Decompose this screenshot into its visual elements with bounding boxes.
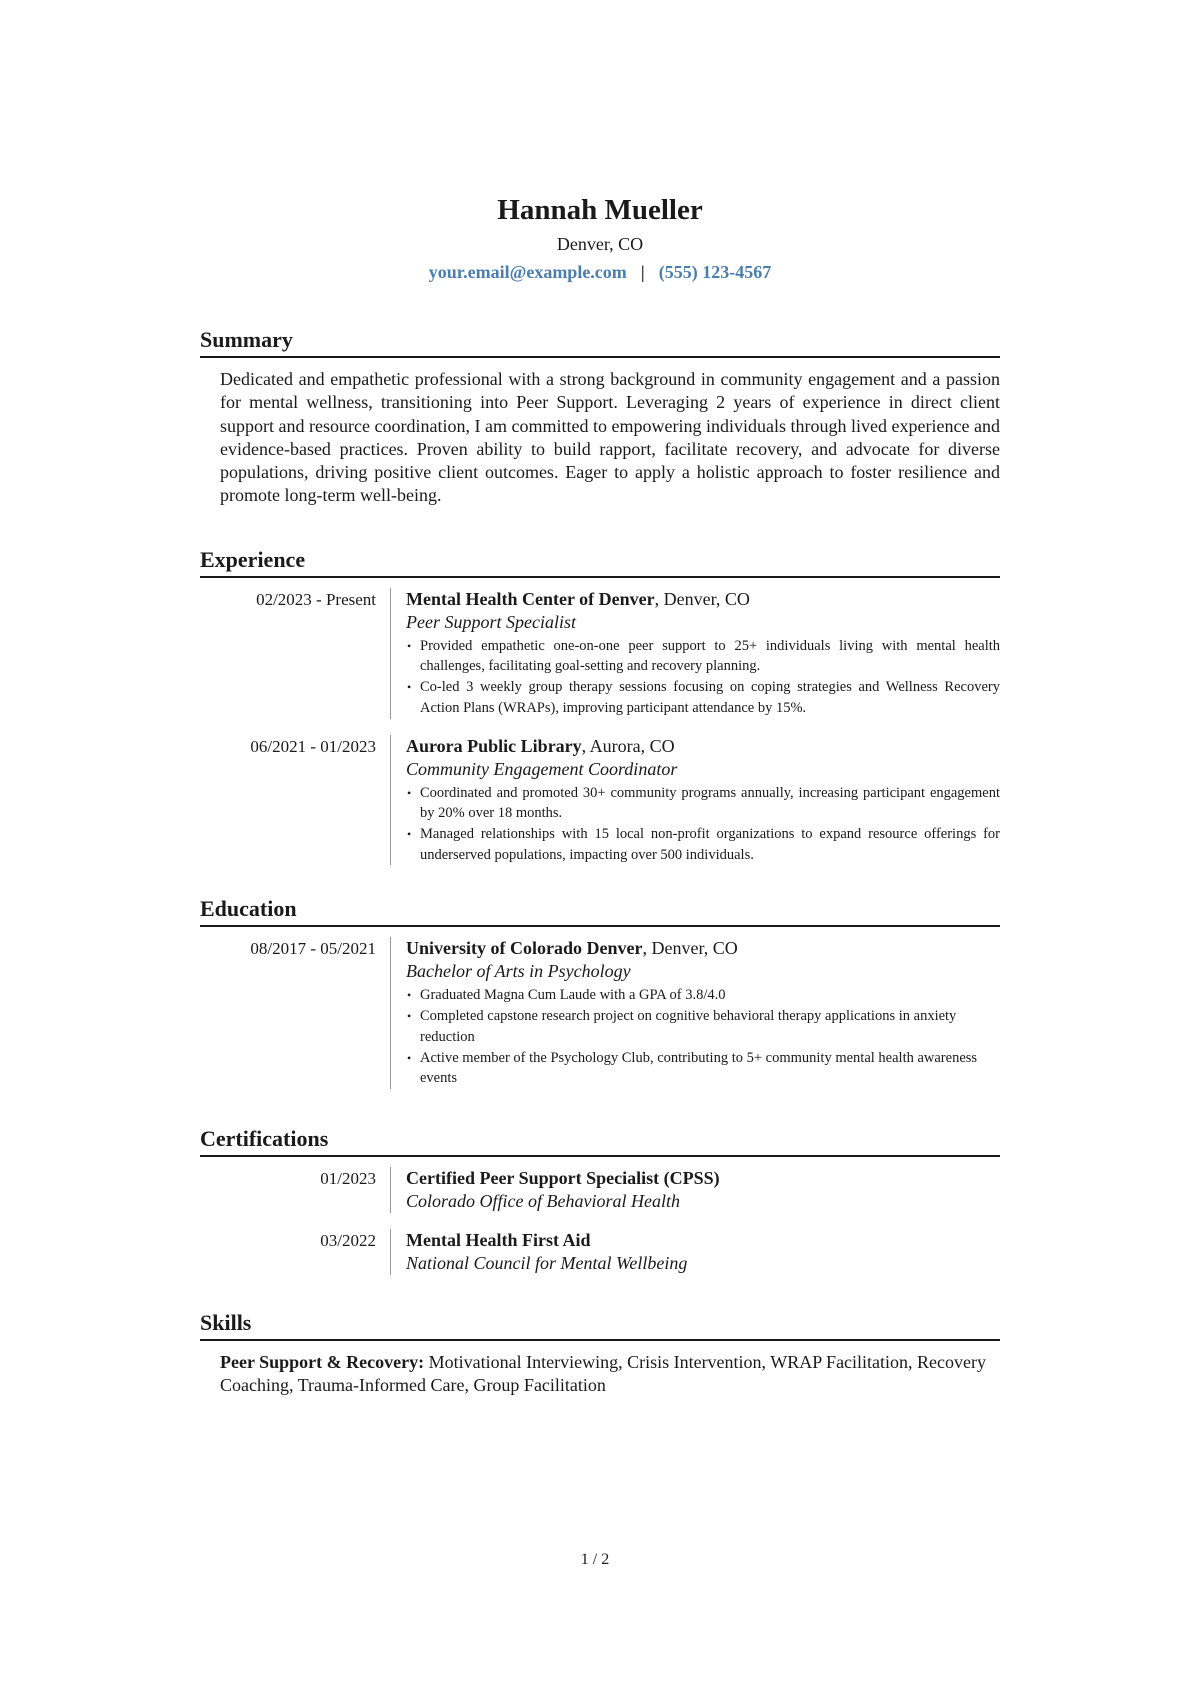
entry-date: 01/2023 xyxy=(320,1168,376,1188)
certification-name: Mental Health First Aid xyxy=(406,1229,591,1250)
skills-list: Motivational Interviewing, Crisis Intervention, WRAP Facilitation, Recovery Coaching, Trauma-Informed Care, Group Facilitation xyxy=(220,1351,987,1396)
entry-heading xyxy=(406,735,1000,758)
page-number: 1 / 2 xyxy=(580,1551,610,1568)
entry-organization: Mental Health Center of Denver xyxy=(406,588,655,609)
resume-header xyxy=(200,192,1000,284)
phone-link[interactable]: (555) 123-4567 xyxy=(658,262,772,282)
entry-degree: Bachelor of Arts in Psychology xyxy=(406,961,631,982)
entry-location: , Denver, CO xyxy=(654,588,750,609)
entry-bullets xyxy=(406,985,1000,1089)
entry-date: 03/2022 xyxy=(320,1230,376,1250)
bullet-item: • Graduated Magna Cum Laude with a GPA of 3.8/4.0 xyxy=(406,985,1000,1006)
entry-location: , Aurora, CO xyxy=(581,735,675,756)
experience-section xyxy=(200,546,1000,866)
certifications-section xyxy=(200,1125,1000,1275)
entry-heading xyxy=(406,588,1000,611)
section-title-experience: Experience xyxy=(200,546,1000,578)
entry-organization: University of Colorado Denver xyxy=(406,938,643,959)
section-title-education: Education xyxy=(200,895,1000,927)
contact-separator: | xyxy=(640,262,645,282)
bullet-item: • Provided empathetic one-on-one peer support to 25+ individuals living with mental health challenges, facilitating goal-setting and recovery planning. xyxy=(406,636,1000,677)
bullet-item: • Managed relationships with 15 local non-profit organizations to expand resource offerings for underserved populations, impacting over 500 individuals. xyxy=(406,824,1000,865)
entry-date: 02/2023 - Present xyxy=(256,589,376,609)
entry-heading xyxy=(406,937,1000,960)
education-entry xyxy=(200,937,1000,1089)
bullet-item: • Active member of the Psychology Club, contributing to 5+ community mental health awareness events xyxy=(406,1048,1000,1089)
experience-entry xyxy=(200,588,1000,719)
entry-bullets xyxy=(406,636,1000,719)
certification-name: Certified Peer Support Specialist (CPSS) xyxy=(406,1167,720,1188)
entry-body xyxy=(390,1229,1000,1275)
section-title-certifications: Certifications xyxy=(200,1125,1000,1157)
skills-category-label: Peer Support & Recovery: xyxy=(220,1351,425,1372)
entry-role: Peer Support Specialist xyxy=(406,611,576,632)
entry-bullets xyxy=(406,783,1000,866)
candidate-name: Hannah Mueller xyxy=(497,194,703,226)
entry-heading xyxy=(406,1229,1000,1252)
skills-section xyxy=(200,1309,1000,1398)
bullet-item: • Co-led 3 weekly group therapy sessions focusing on coping strategies and Wellness Recovery Action Plans (WRAPs), improving participant attendance by 15%. xyxy=(406,677,1000,718)
certification-entry xyxy=(200,1167,1000,1213)
entry-organization: Aurora Public Library xyxy=(406,735,582,756)
entry-role: Community Engagement Coordinator xyxy=(406,758,678,779)
entry-date: 08/2017 - 05/2021 xyxy=(250,939,376,959)
entry-date: 06/2021 - 01/2023 xyxy=(250,736,376,756)
certification-entry xyxy=(200,1229,1000,1275)
entry-location: , Denver, CO xyxy=(642,938,738,959)
education-section xyxy=(200,895,1000,1089)
entry-body xyxy=(390,1167,1000,1213)
contact-line xyxy=(200,260,1000,284)
summary-section xyxy=(200,326,1000,508)
entry-body xyxy=(390,588,1000,719)
section-title-skills: Skills xyxy=(200,1309,1000,1341)
experience-entry xyxy=(200,735,1000,866)
entry-body xyxy=(390,937,1000,1089)
summary-text: Dedicated and empathetic professional with a strong background in community engagement and a passion for mental wellness, transitioning into Peer Support. Leveraging 2 years of experience in direct client support and resource coordination, I am committed to empowering individuals through lived experience and evidence-based practices. Proven ability to build rapport, facilitate recovery, and advocate for diverse populations, driving positive client outcomes. Eager to apply a holistic approach to foster resilience and promote long-term well-being. xyxy=(220,369,1000,506)
entry-body xyxy=(390,735,1000,866)
candidate-location: Denver, CO xyxy=(556,234,644,254)
skills-text xyxy=(200,1351,1000,1398)
resume-page xyxy=(200,192,1000,1398)
entry-heading xyxy=(406,1167,1000,1190)
bullet-item: • Completed capstone research project on cognitive behavioral therapy applications in anxiety reduction xyxy=(406,1006,1000,1047)
certification-issuer: Colorado Office of Behavioral Health xyxy=(406,1190,680,1211)
email-link[interactable]: your.email@example.com xyxy=(428,262,627,282)
section-title-summary: Summary xyxy=(200,326,1000,358)
certification-issuer: National Council for Mental Wellbeing xyxy=(406,1252,688,1273)
bullet-item: • Coordinated and promoted 30+ community programs annually, increasing participant engagement by 20% over 18 months. xyxy=(406,783,1000,824)
